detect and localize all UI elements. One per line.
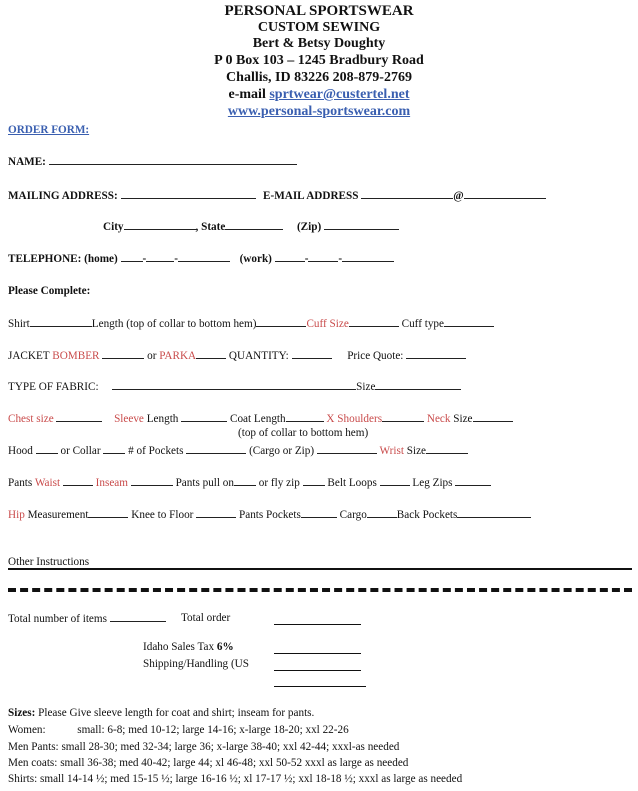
email-line (0, 87, 638, 103)
length-collar-label: Length (top of collar to bottom hem) (91, 318, 257, 330)
state-field[interactable] (225, 220, 283, 230)
chest-size-field[interactable] (56, 412, 102, 422)
cuff-type-field[interactable] (444, 317, 494, 327)
price-quote-field[interactable] (406, 349, 466, 359)
total-items-field[interactable] (110, 612, 166, 622)
home-area-field[interactable] (121, 252, 143, 262)
pockets-label: # of Pockets (128, 445, 184, 457)
cuff-size-label: Cuff Size (306, 318, 349, 330)
women-sizes-text: small: 6-8; med 10-12; large 14-16; x-large 18-20; xxl 22-26 (77, 724, 349, 736)
work-label: (work) (239, 253, 272, 265)
or-collar-label: or Collar (60, 445, 101, 457)
owner-names: Bert & Betsy Doughty (252, 36, 386, 51)
cargo-zip-field[interactable] (317, 444, 377, 454)
city-row (103, 220, 399, 233)
inseam-field[interactable] (131, 476, 173, 486)
back-pockets-field[interactable] (457, 508, 531, 518)
pants-pockets-field[interactable] (301, 508, 337, 518)
parka-label: PARKA (159, 350, 197, 362)
hip-measurement-label: Measurement (24, 509, 89, 521)
state-label: , State (195, 221, 226, 233)
home-label: (home) (84, 253, 118, 265)
telephone-label: TELEPHONE: (8, 253, 82, 265)
shipping-label: Shipping/Handling (US (143, 658, 249, 670)
fly-zip-label: or fly zip (258, 477, 300, 489)
x-shoulders-field[interactable] (382, 412, 424, 422)
sleeve-label: Sleeve (114, 413, 144, 425)
city-phone: Challis, ID 83226 208-879-2769 (226, 70, 412, 85)
fabric-row (8, 380, 461, 393)
parka-field[interactable] (196, 349, 226, 359)
quantity-label: QUANTITY: (228, 350, 289, 362)
email-domain-field[interactable] (464, 189, 546, 199)
hip-row (8, 508, 531, 521)
total-order-field[interactable] (274, 624, 361, 625)
pull-on-field[interactable] (234, 476, 256, 486)
cut-line (8, 588, 632, 592)
mailing-field[interactable] (121, 189, 256, 199)
back-pockets-label: Back Pockets (396, 509, 458, 521)
total-items-row (8, 612, 166, 625)
email-label: e-mail (228, 87, 270, 102)
coat-length-label: Coat Length (230, 413, 286, 425)
collar-note: (top of collar to bottom hem) (238, 427, 369, 439)
knee-floor-field[interactable] (196, 508, 236, 518)
cargo-field[interactable] (367, 508, 397, 518)
idaho-tax-label (143, 641, 234, 653)
cuff-size-field[interactable] (349, 317, 399, 327)
fabric-size-field[interactable] (375, 380, 461, 390)
waist-label: Waist (34, 477, 61, 489)
email-row (263, 189, 546, 202)
shirt-label: Shirt (8, 318, 30, 330)
dash: - (338, 253, 343, 265)
sizes-note (8, 707, 314, 719)
city-label: City (103, 221, 124, 233)
belt-loops-label: Belt Loops (327, 477, 377, 489)
coat-length-field[interactable] (286, 412, 324, 422)
pockets-field[interactable] (186, 444, 246, 454)
total-items-label: Total number of items (8, 613, 107, 625)
fabric-size-label: Size (356, 381, 376, 393)
other-instructions-label: Other Instructions (8, 556, 90, 568)
home-prefix-field[interactable] (146, 252, 174, 262)
neck-size-field[interactable] (473, 412, 513, 422)
sizes-title: Sizes: (8, 707, 36, 719)
pull-on-label: Pants pull on (175, 477, 234, 489)
please-complete: Please Complete: (8, 285, 91, 297)
grand-total-field[interactable] (274, 686, 366, 687)
work-line-field[interactable] (342, 252, 394, 262)
shirt-length-field[interactable] (256, 317, 306, 327)
jacket-label: JACKET (8, 350, 50, 362)
leg-zips-field[interactable] (455, 476, 491, 486)
cargo-label: Cargo (339, 509, 367, 521)
name-field[interactable] (49, 155, 297, 165)
belt-loops-field[interactable] (380, 476, 410, 486)
waist-field[interactable] (63, 476, 93, 486)
business-subtitle: CUSTOM SEWING (257, 20, 381, 35)
neck-size-label: Size (450, 413, 473, 425)
email-user-field[interactable] (361, 189, 453, 199)
shirts-sizes: Shirts: small 14-14 ½; med 15-15 ½; large 16-16 ½; xl 17-17 ½; xxl 18-18 ½; xxxl as large as needed (8, 773, 463, 785)
wrist-size-label: Size (403, 445, 426, 457)
shirt-field[interactable] (30, 317, 92, 327)
women-label: Women: (8, 724, 46, 736)
neck-label: Neck (426, 413, 451, 425)
website-line (0, 104, 638, 120)
idaho-tax-field[interactable] (274, 653, 361, 654)
wrist-label: Wrist (379, 445, 404, 457)
mailing-address: P 0 Box 103 – 1245 Bradbury Road (214, 53, 424, 68)
bomber-field[interactable] (102, 349, 144, 359)
fabric-label: TYPE OF FABRIC: (8, 381, 99, 393)
bomber-label: BOMBER (52, 350, 100, 362)
at-sign: @ (453, 190, 464, 202)
jacket-row (8, 349, 466, 362)
fabric-field[interactable] (112, 380, 356, 390)
pants-pockets-label: Pants Pockets (239, 509, 301, 521)
idaho-tax-text: Idaho Sales Tax (143, 641, 217, 653)
telephone-row (8, 252, 394, 265)
total-order-label: Total order (181, 612, 231, 624)
wrist-size-field[interactable] (426, 444, 468, 454)
pants-row (8, 476, 491, 489)
business-name: PERSONAL SPORTSWEAR (224, 3, 414, 19)
sleeve-length-label: Length (143, 413, 179, 425)
hood-field[interactable] (36, 444, 58, 454)
city-field[interactable] (124, 220, 196, 230)
idaho-tax-rate: 6% (216, 641, 234, 653)
leg-zips-label: Leg Zips (412, 477, 453, 489)
x-shoulders-label: X Shoulders (326, 413, 383, 425)
dash: - (174, 253, 178, 265)
chest-size-label: Chest size (8, 413, 54, 425)
hip-label: Hip (8, 509, 25, 521)
name-row (8, 155, 297, 168)
sizes-instruction: Please Give sleeve length for coat and shirt; inseam for pants. (35, 707, 315, 719)
email-address-label: E-MAIL ADDRESS (263, 190, 359, 202)
website-link[interactable]: www.personal-sportswear.com (227, 104, 411, 119)
men-coats-sizes: Men coats: small 36-38; med 40-42; large 44; xl 46-48; xxl 50-52 xxxl as large as needed (8, 757, 409, 769)
cuff-type-label: Cuff type (401, 318, 444, 330)
hood-label: Hood (8, 445, 33, 457)
inseam-label: Inseam (95, 477, 128, 489)
work-prefix-field[interactable] (308, 252, 338, 262)
collar-field[interactable] (103, 444, 125, 454)
shipping-field[interactable] (274, 670, 361, 671)
name-label: NAME: (8, 156, 46, 168)
home-line-field[interactable] (178, 252, 230, 262)
price-quote-label: Price Quote: (347, 350, 404, 362)
quantity-field[interactable] (292, 349, 332, 359)
mailing-row (8, 189, 256, 202)
hip-field[interactable] (88, 508, 128, 518)
or-label: or (147, 350, 157, 362)
fly-zip-field[interactable] (303, 476, 325, 486)
knee-floor-label: Knee to Floor (131, 509, 194, 521)
sleeve-length-field[interactable] (181, 412, 227, 422)
shirt-row (8, 317, 494, 330)
dash: - (142, 253, 147, 265)
hood-row (8, 444, 468, 457)
women-sizes (8, 724, 349, 736)
zip-label: (Zip) (296, 221, 322, 233)
work-area-field[interactable] (275, 252, 305, 262)
zip-field[interactable] (324, 220, 399, 230)
other-instructions-rule[interactable] (8, 568, 632, 570)
dash: - (304, 253, 309, 265)
order-form-title: ORDER FORM: (8, 124, 90, 136)
men-pants-sizes: Men Pants: small 28-30; med 32-34; large 36; x-large 38-40; xxl 42-44; xxxl-as needed (8, 741, 400, 753)
email-link[interactable]: sprtwear@custertel.net (269, 87, 410, 102)
mailing-label: MAILING ADDRESS: (8, 190, 118, 202)
cargo-zip-label: (Cargo or Zip) (249, 445, 315, 457)
chest-row (8, 412, 513, 425)
pants-label: Pants (8, 477, 33, 489)
